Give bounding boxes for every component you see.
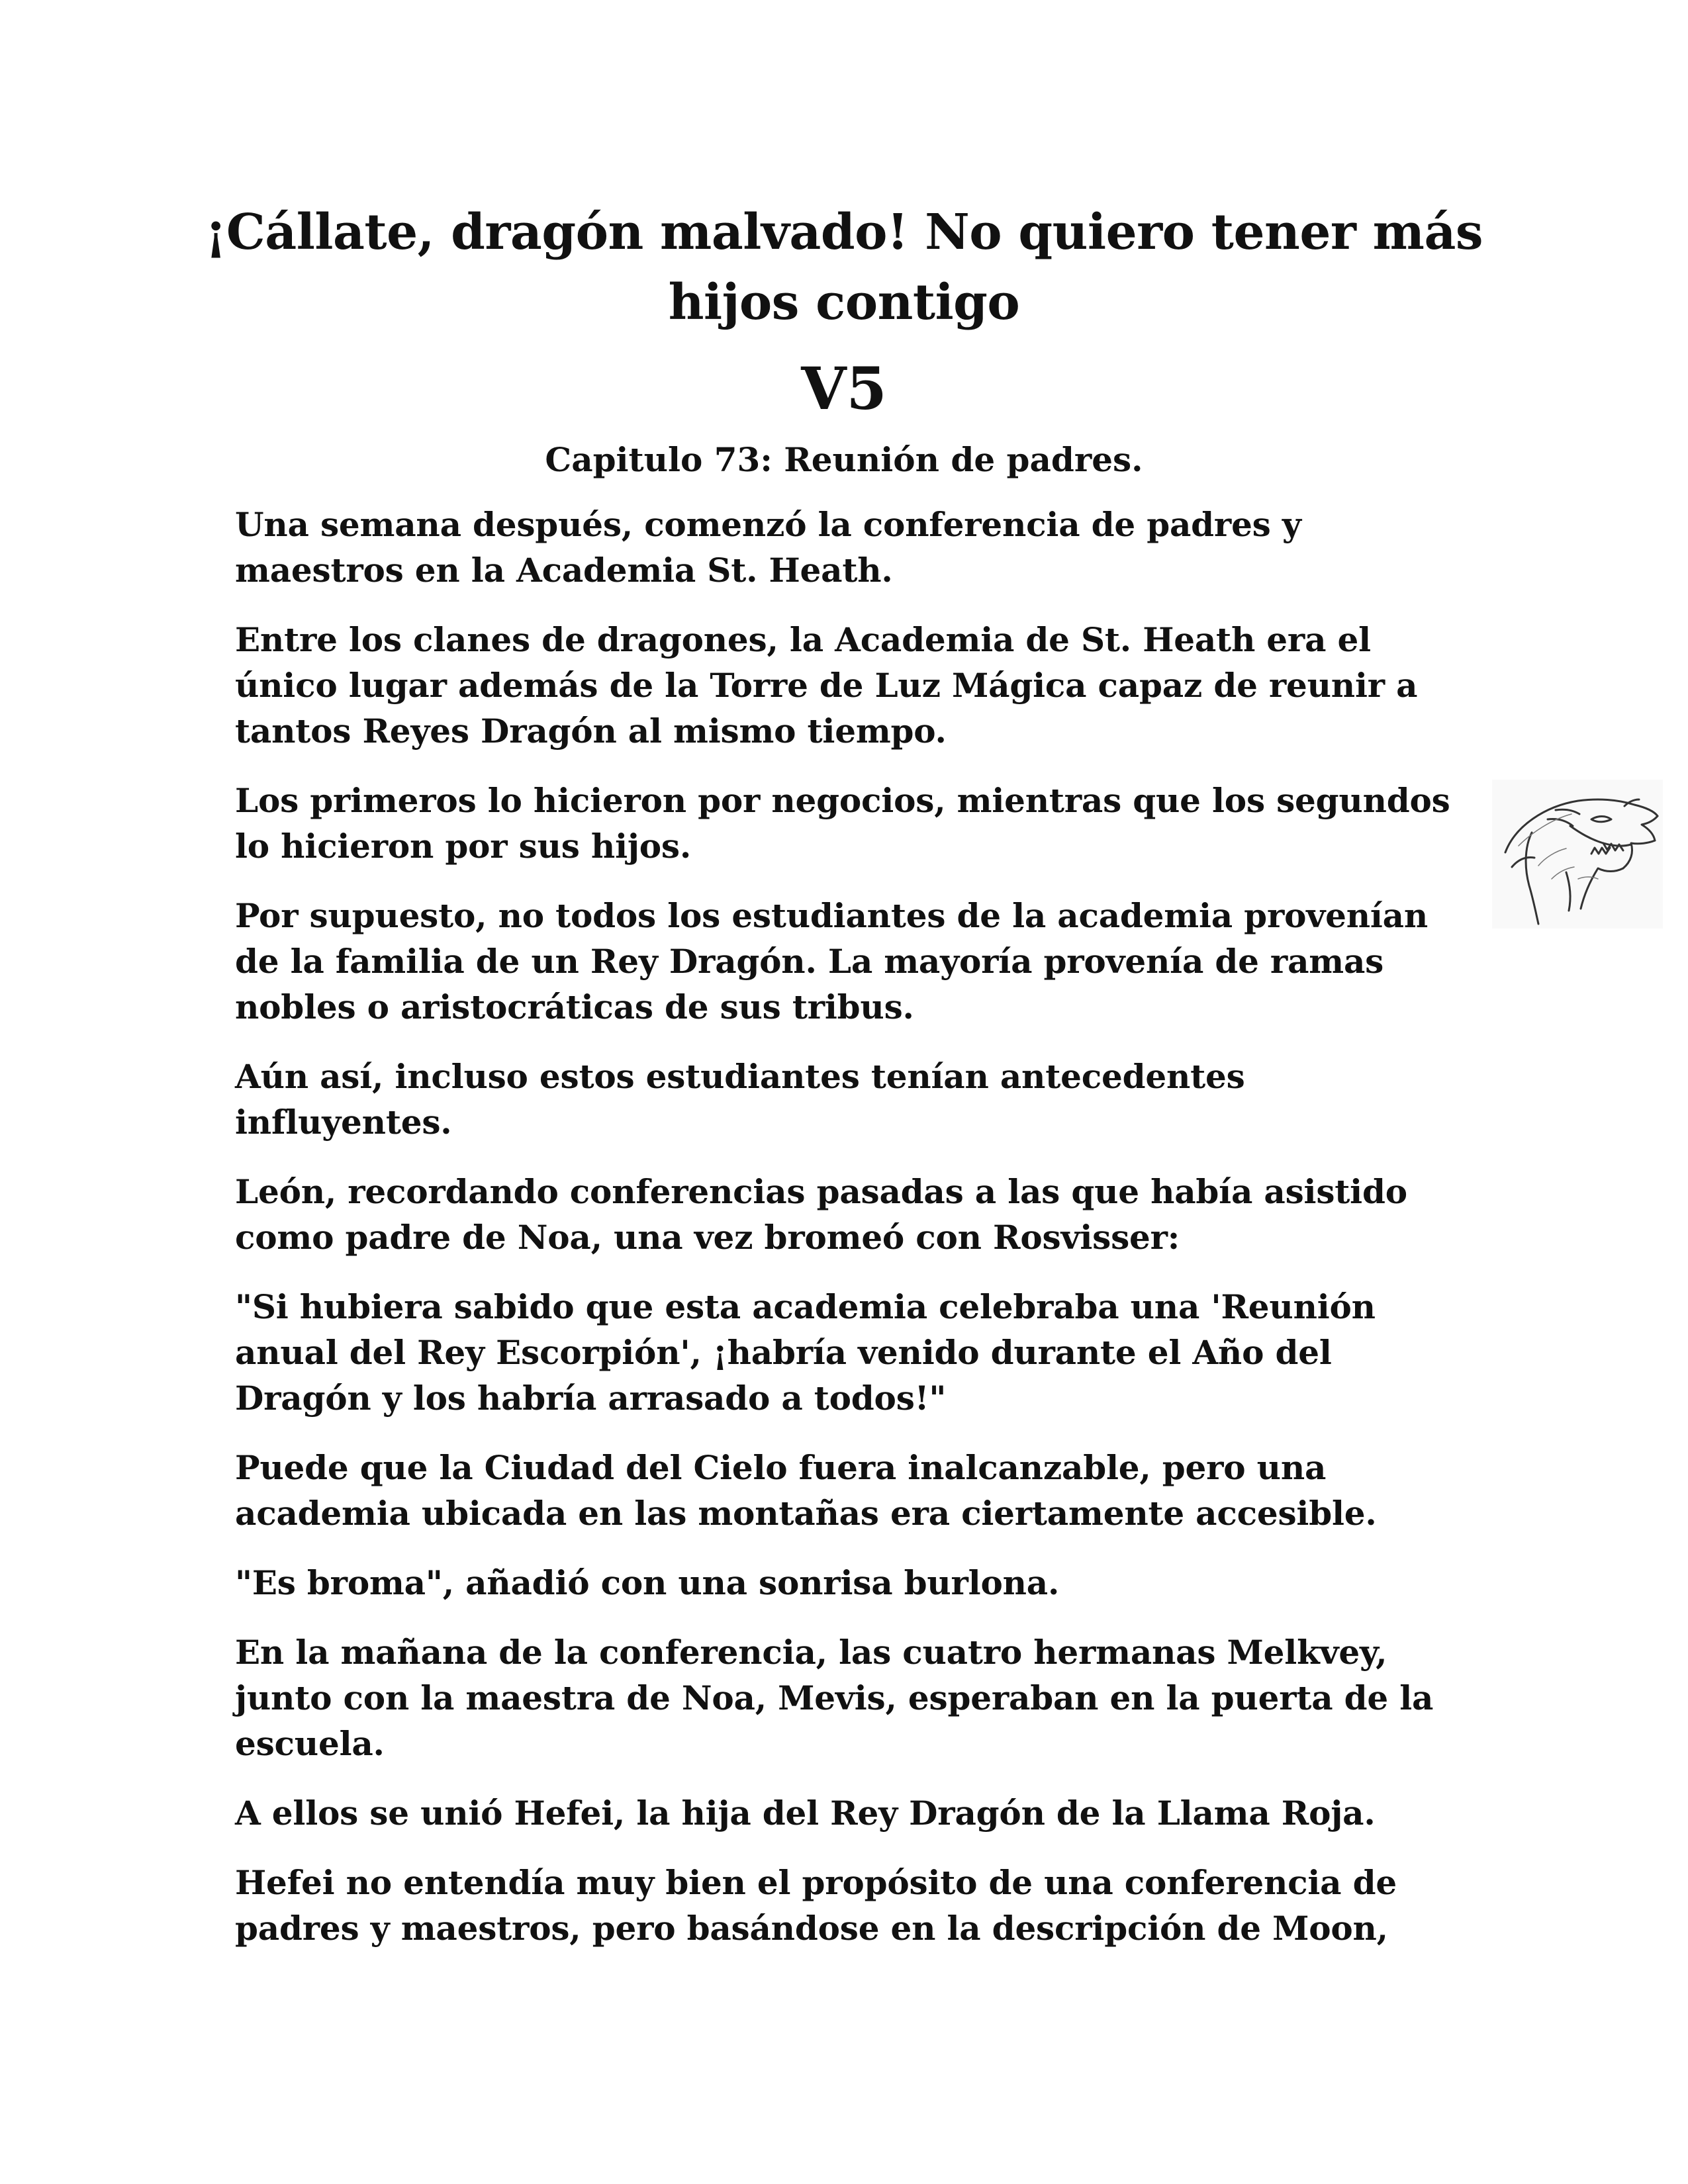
paragraph: A ellos se unió Hefei, la hija del Rey Dragón de la Llama Roja.: [235, 1794, 1376, 1833]
chapter-body: [235, 502, 1453, 1975]
paragraph: "Es broma", añadió con una sonrisa burlona.: [235, 1563, 1060, 1602]
paragraph: Los primeros lo hicieron por negocios, mientras que los segundos lo hicieron por sus hijos.: [235, 781, 1450, 866]
paragraph: Aún así, incluso estos estudiantes tenían antecedentes influyentes.: [235, 1057, 1245, 1142]
paragraph: León, recordando conferencias pasadas a las que había asistido como padre de Noa, una vez bromeó con Rosvisser:: [235, 1172, 1407, 1257]
paragraph: Entre los clanes de dragones, la Academia de St. Heath era el único lugar además de la Torre de Luz Mágica capaz de reunir a tantos Reyes Dragón al mismo tiempo.: [235, 620, 1418, 751]
paragraph: Hefei no entendía muy bien el propósito de una conferencia de padres y maestros, pero basándose en la descripción de Moon,: [235, 1863, 1397, 1948]
volume-label: V5: [801, 354, 887, 423]
paragraph: "Si hubiera sabido que esta academia celebraba una 'Reunión anual del Rey Escorpión', ¡habría venido durante el Año del Dragón y los habría arrasado a todos!": [235, 1287, 1376, 1418]
paragraph: Por supuesto, no todos los estudiantes de la academia provenían de la familia de un Rey Dragón. La mayoría provenía de ramas nobles o aristocráticas de sus tribus.: [235, 896, 1428, 1026]
paragraph: Puede que la Ciudad del Cielo fuera inalcanzable, pero una academia ubicada en las montañas era ciertamente accesible.: [235, 1448, 1377, 1533]
chapter-heading: Capitulo 73: Reunión de padres.: [545, 440, 1143, 479]
paragraph: En la mañana de la conferencia, las cuatro hermanas Melkvey, junto con la maestra de Noa, Mevis, esperaban en la puerta de la escuela.: [235, 1633, 1434, 1763]
document-title: ¡Cállate, dragón malvado! No quiero tener más hijos contigo: [205, 204, 1483, 331]
paragraph: Una semana después, comenzó la conferencia de padres y maestros en la Academia St. Heath.: [235, 505, 1301, 590]
dragon-head-sketch-icon: [1492, 780, 1663, 929]
